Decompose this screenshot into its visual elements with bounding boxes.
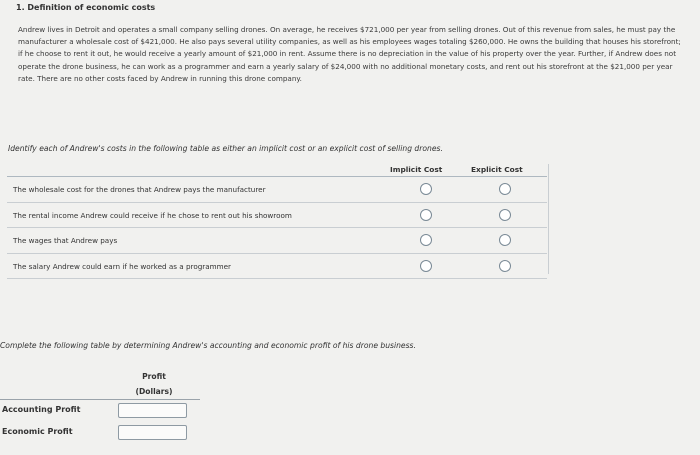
table-row xyxy=(7,177,547,203)
profit-table-divider xyxy=(0,399,200,400)
explicit-radio-wholesale[interactable] xyxy=(499,183,511,195)
section-title: 1. Definition of economic costs xyxy=(16,3,156,12)
explicit-radio-rental[interactable] xyxy=(499,209,511,221)
profit-header-line1: Profit xyxy=(142,372,166,381)
table-right-border xyxy=(548,164,549,274)
explicit-radio-salary[interactable] xyxy=(499,260,511,272)
implicit-radio-wholesale[interactable] xyxy=(420,183,432,195)
implicit-cost-header: Implicit Cost xyxy=(390,165,443,174)
cost-classification-table xyxy=(7,176,547,279)
row-label: The salary Andrew could earn if he worked as a programmer xyxy=(13,261,232,271)
row-label: The wholesale cost for the drones that Andrew pays the manufacturer xyxy=(13,185,266,194)
implicit-radio-rental[interactable] xyxy=(420,209,432,221)
table-row xyxy=(7,203,547,229)
implicit-radio-salary[interactable] xyxy=(420,260,432,272)
implicit-radio-wages[interactable] xyxy=(420,234,432,246)
table-row xyxy=(7,228,547,254)
economic-profit-label: Economic Profit xyxy=(2,427,73,436)
explicit-radio-wages[interactable] xyxy=(499,234,511,246)
profit-column-header xyxy=(125,369,183,399)
accounting-profit-input[interactable] xyxy=(118,403,187,418)
row-label: The wages that Andrew pays xyxy=(13,236,118,245)
profit-header-line2: (Dollars) xyxy=(135,387,173,396)
accounting-profit-label: Accounting Profit xyxy=(2,405,81,414)
problem-paragraph: Andrew lives in Detroit and operates a small company selling drones. On average, he receives $721,000 per year from selling drones. Out of this revenue from sales, he must pay the manufacturer a wholesale cost of $421,000. He also pays several utility companies, as well as his employees wages totaling $260,000. He owns the building that houses his storefront; if he choose to rent it out, he would receive a yearly amount of $21,000 in rent. Assume there is no depreciation in the value of his property over the year. Further, if Andrew does not operate the drone business, he can work as a programmer and earn a yearly salary of $24,000 with no additional monetary costs, and rent out his storefront at the $21,000 per year rate. There are no other costs faced by Andrew in running this drone company. xyxy=(18,25,681,83)
table-row xyxy=(7,254,547,280)
cost-table-instruction: Identify each of Andrew's costs in the following table as either an implicit cost or an explicit cost of selling drones. xyxy=(8,144,443,153)
explicit-cost-header: Explicit Cost xyxy=(471,165,523,174)
row-label: The rental income Andrew could receive if he chose to rent out his showroom xyxy=(13,210,292,220)
profit-table-instruction: Complete the following table by determining Andrew's accounting and economic profit of his drone business. xyxy=(0,341,416,350)
economic-profit-input[interactable] xyxy=(118,425,187,440)
